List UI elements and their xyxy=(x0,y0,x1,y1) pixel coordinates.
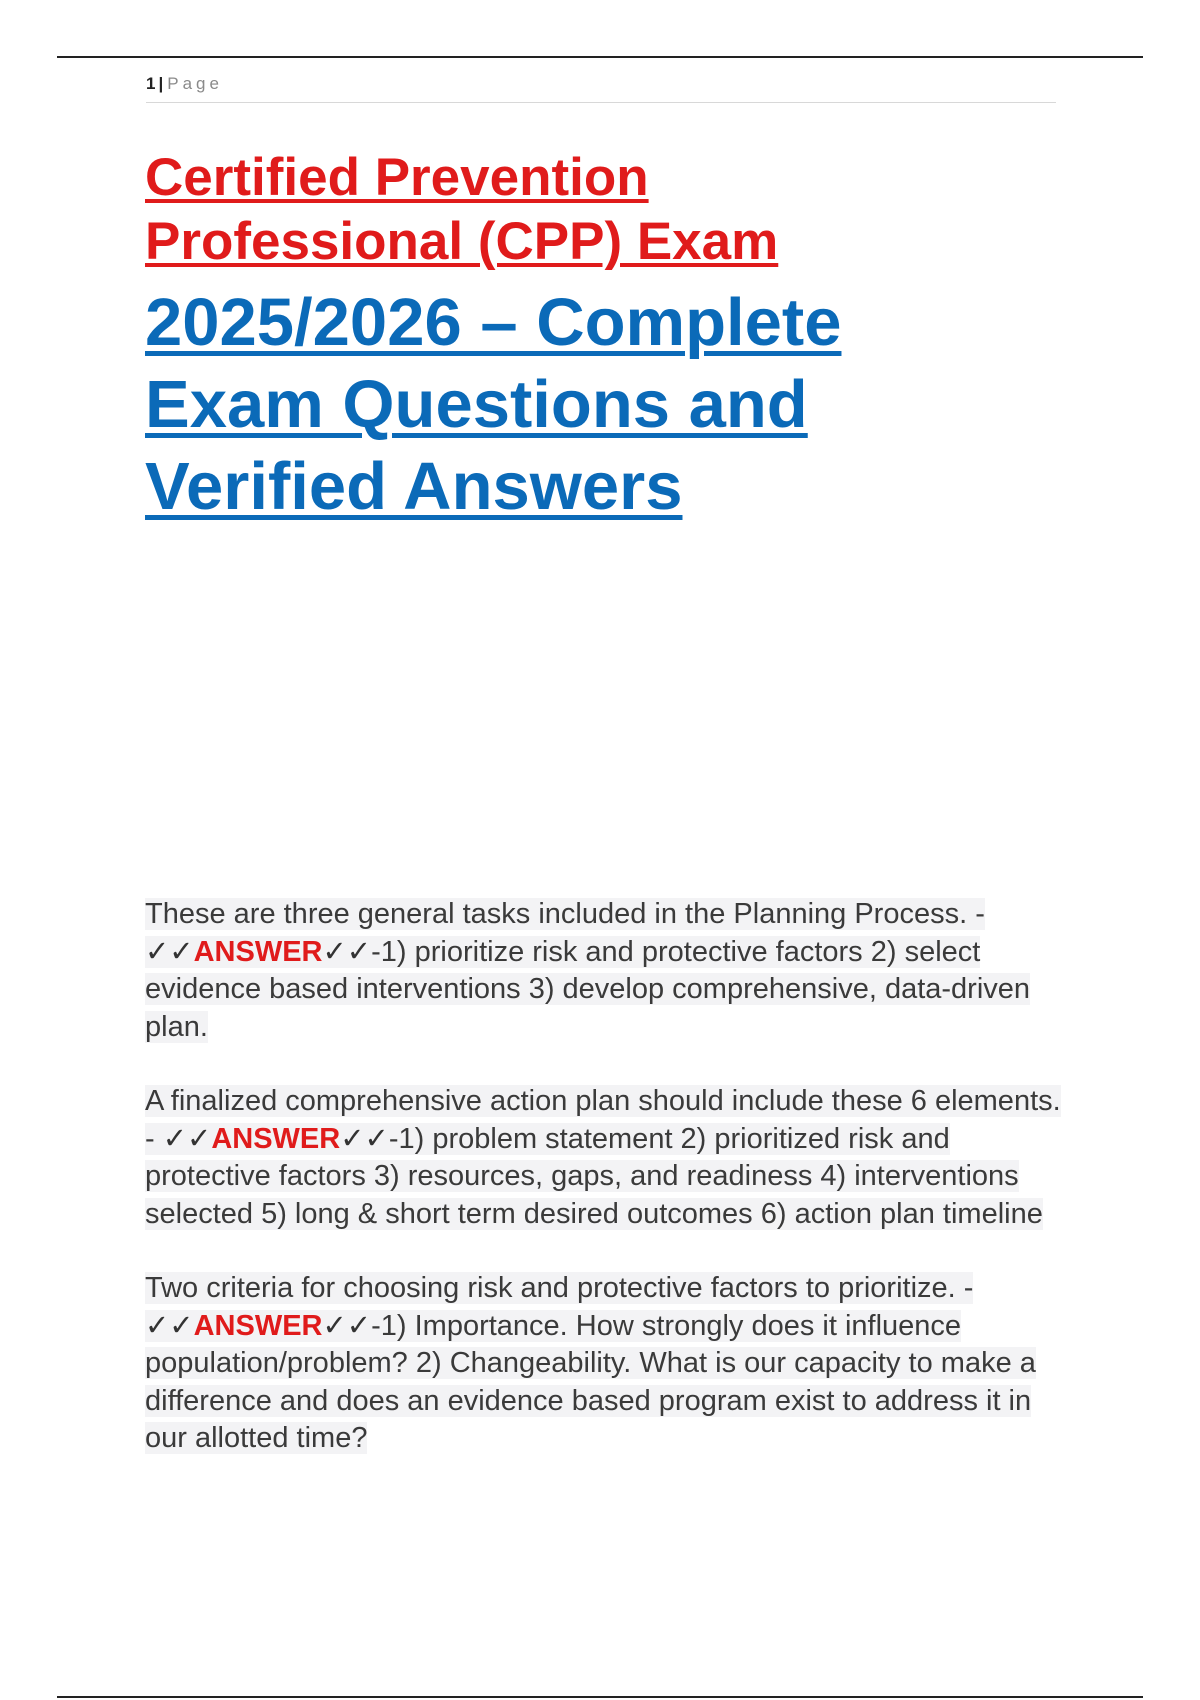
answer-label: ANSWER xyxy=(193,1309,323,1342)
page-number: 1 xyxy=(146,74,156,93)
qa-question: Two criteria for choosing risk and protective factors to prioritize. - xyxy=(145,1272,974,1304)
qa-answer: -1) prioritize risk and protective factors 2) select evidence based interventions 3) develop comprehensive, data-driven plan. xyxy=(145,935,1031,1043)
title-blue-line-1: 2025/2026 – Complete xyxy=(145,285,842,360)
qa-question: A finalized comprehensive action plan should include these 6 elements. - xyxy=(145,1085,1061,1155)
qa-list xyxy=(145,896,1065,1495)
qa-question: These are three general tasks included in the Planning Process. - xyxy=(145,898,985,930)
title-blue-line-3: Verified Answers xyxy=(145,449,683,524)
title-blue-line-2: Exam Questions and xyxy=(145,367,808,442)
page-separator: | xyxy=(158,74,164,93)
document-title xyxy=(145,146,1105,528)
qa-item-3 xyxy=(145,1270,1065,1458)
answer-label: ANSWER xyxy=(211,1122,341,1155)
top-rule xyxy=(57,56,1143,58)
qa-answer: -1) Importance. How strongly does it influence population/problem? 2) Changeability. What is our capacity to make a difference and does an evidence based program exist to address it in our allotted time? xyxy=(145,1309,1036,1454)
qa-answer: -1) problem statement 2) prioritized risk and protective factors 3) resources, gaps, and readiness 4) interventions selected 5) long & short term desired outcomes 6) action plan timeline xyxy=(145,1122,1043,1230)
check-marks-icon: ✓✓ xyxy=(340,1122,389,1155)
qa-item-1 xyxy=(145,896,1065,1046)
check-marks-icon: ✓✓ xyxy=(145,1309,194,1342)
check-marks-icon: ✓✓ xyxy=(145,935,194,968)
check-marks-icon: ✓✓ xyxy=(162,1122,212,1155)
answer-label: ANSWER xyxy=(193,935,323,968)
bottom-rule xyxy=(57,1696,1143,1698)
page-word: Page xyxy=(167,74,223,93)
title-red-line-1: Certified Prevention xyxy=(145,148,649,207)
title-red-line-2: Professional (CPP) Exam xyxy=(145,212,779,271)
page-header xyxy=(146,72,1056,103)
check-marks-icon: ✓✓ xyxy=(322,1309,372,1342)
check-marks-icon: ✓✓ xyxy=(322,935,372,968)
qa-item-2 xyxy=(145,1083,1065,1233)
